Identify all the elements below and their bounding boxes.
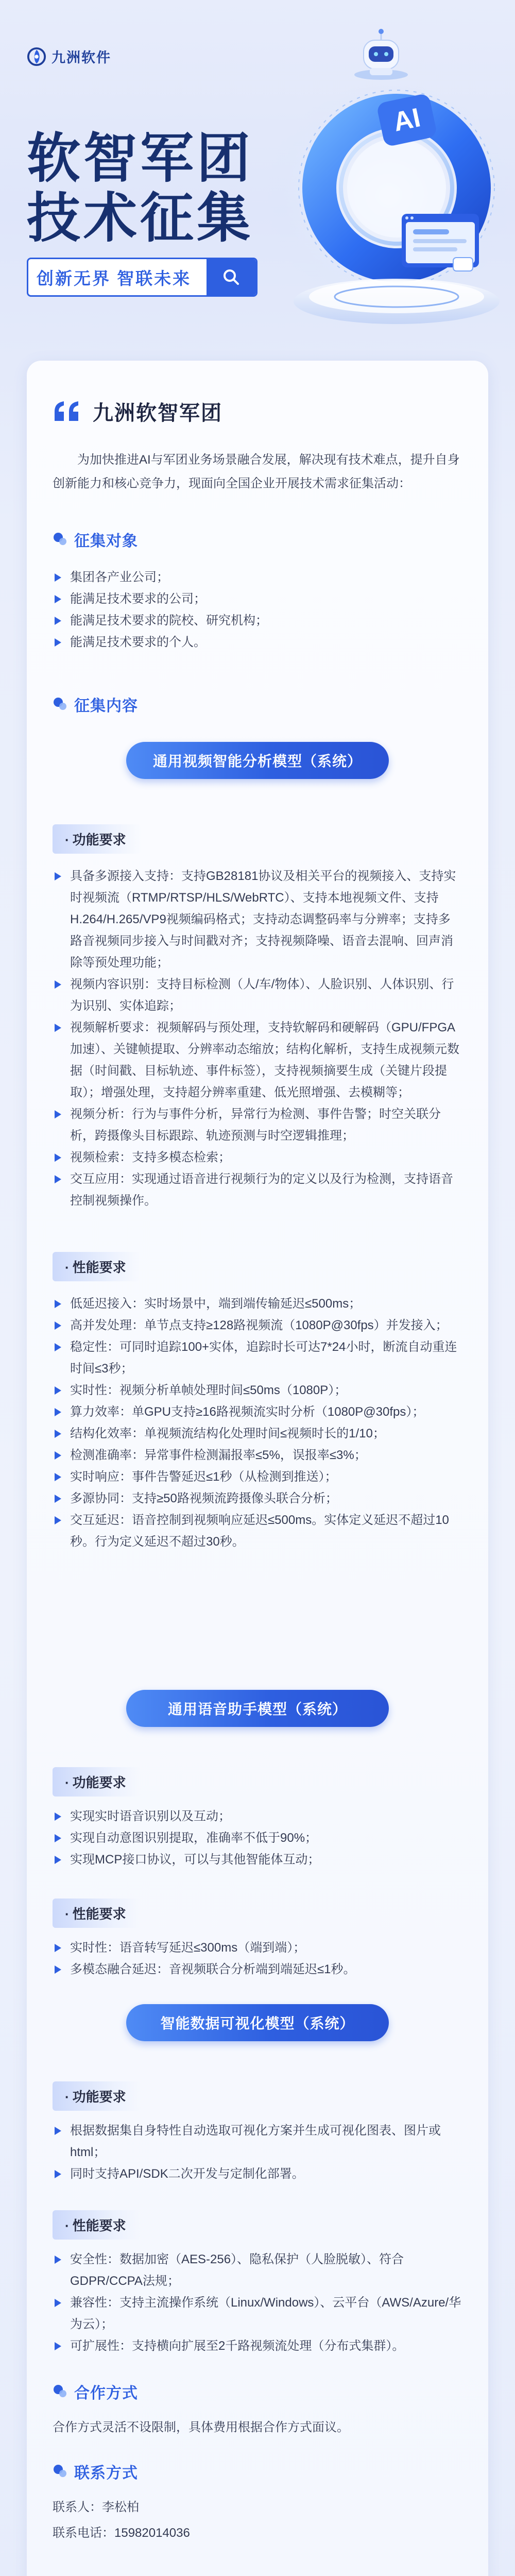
list-item: 实现自动意图识别提取，准确率不低于90%； bbox=[53, 1827, 462, 1849]
coop-text: 合作方式灵活不设限制，具体费用根据合作方式面议。 bbox=[53, 2420, 349, 2434]
search-icon bbox=[221, 267, 242, 287]
video-func-heading-wrap bbox=[53, 824, 462, 854]
list-item: 实时性：视频分析单帧处理时间≤50ms（1080P）； bbox=[53, 1380, 462, 1401]
list-item: 实现实时语音识别以及互动； bbox=[53, 1806, 462, 1827]
voice-perf-heading: · 性能要求 bbox=[53, 1899, 141, 1928]
video-func-heading: · 功能要求 bbox=[53, 824, 141, 854]
list-item: 高并发处理：单节点支持≥128路视频流（1080P@30fps）并发接入； bbox=[53, 1315, 462, 1336]
viz-func-heading: · 功能要求 bbox=[53, 2081, 141, 2111]
section-bullet-icon bbox=[53, 2464, 68, 2479]
list-item: 实时响应：事件告警延迟≤1秒（从检测到推送）； bbox=[53, 1466, 462, 1488]
slogan-search-bar[interactable] bbox=[27, 258, 258, 297]
quote-icon bbox=[53, 400, 81, 423]
section-contact-heading bbox=[53, 2460, 462, 2483]
hero-title-line1: 软智军团 bbox=[27, 129, 254, 189]
search-button[interactable] bbox=[207, 259, 256, 295]
hero-title bbox=[27, 129, 253, 248]
section-target-heading bbox=[53, 528, 462, 551]
list-item: 视频检索：支持多模态检索； bbox=[53, 1147, 462, 1168]
hero-title-line2: 技术征集 bbox=[27, 189, 254, 248]
brand-name: 九洲软件 bbox=[52, 50, 111, 65]
section-target-label: 征集对象 bbox=[74, 533, 138, 550]
ai-badge-text: AI bbox=[390, 103, 423, 138]
content-card bbox=[27, 361, 488, 2576]
list-item: 交互应用：实现通过语音进行视频行为的定义以及行为检测，支持语音控制视频操作。 bbox=[53, 1168, 462, 1212]
video-perf-list bbox=[53, 1293, 462, 1553]
list-item: 同时支持API/SDK二次开发与定制化部署。 bbox=[53, 2163, 462, 2185]
list-item: 交互延迟：语音控制到视频响应延迟≤500ms。实体定义延迟不超过10秒。行为定义延迟不超过30秒。 bbox=[53, 1510, 462, 1553]
list-item: 能满足技术要求的院校、研究机构； bbox=[53, 610, 462, 632]
video-model-title: 通用视频智能分析模型（系统） bbox=[126, 742, 389, 779]
viz-perf-heading: · 性能要求 bbox=[53, 2210, 141, 2240]
list-item: 多源协同：支持≥50路视频流跨摄像头联合分析； bbox=[53, 1488, 462, 1510]
list-item: 视频解析要求：视频解码与预处理，支持软解码和硬解码（GPU/FPGA加速）、关键帧提取、分辨率动态缩放；结构化解析，支持生成视频元数据（时间戳、目标轨迹、事件标签），支持视频摘要生成（关键片段提取）；增强处理，支持超分辨率重建、低光照增强、去模糊等； bbox=[53, 1017, 462, 1104]
voice-perf-heading-wrap bbox=[53, 1899, 462, 1928]
list-item: 安全性：数据加密（AES-256）、隐私保护（人脸脱敏）、符合GDPR/CCPA法规； bbox=[53, 2249, 462, 2292]
list-item: 集团各产业公司； bbox=[53, 567, 462, 588]
list-item: 结构化效率：单视频流结构化处理时间≤视频时长的1/10； bbox=[53, 1423, 462, 1445]
section-bullet-icon bbox=[53, 532, 68, 547]
section-bullet-icon bbox=[53, 2384, 68, 2399]
hero-banner bbox=[0, 0, 515, 361]
list-item: 视频内容识别：支持目标检测（人/车/物体）、人脸识别、人体识别、行为识别、实体追踪； bbox=[53, 974, 462, 1017]
robot-illustration bbox=[354, 29, 408, 80]
list-item: 根据数据集自身特性自动选取可视化方案并生成可视化图表、图片或html； bbox=[53, 2120, 462, 2163]
section-content-label: 征集内容 bbox=[74, 698, 138, 715]
video-perf-heading-wrap bbox=[53, 1252, 462, 1281]
jiuzhou-logo-icon bbox=[27, 47, 46, 66]
intro-paragraph: 为加快推进AI与军团业务场景融合发展，解决现有技术难点，提升自身创新能力和核心竞争力，现面向全国企业开展技术需求征集活动： bbox=[53, 453, 460, 490]
target-list bbox=[53, 567, 462, 653]
voice-func-heading-wrap bbox=[53, 1767, 462, 1797]
list-item: 具备多源接入支持：支持GB28181协议及相关平台的视频接入、支持实时视频流（RTMP/RTSP/HLS/WebRTC）、支持本地视频文件、支持H.264/H.265/VP9视频编码格式；支持动态调整码率与分辨率；支持多路音视频同步接入与时间戳对齐；支持视频降噪、语音去混响、回声消除等预处理功能； bbox=[53, 866, 462, 974]
voice-func-heading: · 功能要求 bbox=[53, 1767, 141, 1797]
card-header bbox=[53, 397, 462, 426]
list-item: 可扩展性：支持横向扩展至2千路视频流处理（分布式集群）。 bbox=[53, 2335, 462, 2357]
viz-perf-list bbox=[53, 2249, 462, 2357]
list-item: 检测准确率：异常事件检测漏报率≤5%，误报率≤3%； bbox=[53, 1445, 462, 1466]
section-coop-label: 合作方式 bbox=[74, 2385, 138, 2402]
video-func-list bbox=[53, 866, 462, 1212]
list-item: 稳定性：可同时追踪100+实体，追踪时长可达7*24小时，断流自动重连时间≤3秒； bbox=[53, 1336, 462, 1380]
section-content-heading bbox=[53, 693, 462, 716]
voice-model-title: 通用语音助手模型（系统） bbox=[126, 1690, 389, 1727]
viz-model-title: 智能数据可视化模型（系统） bbox=[126, 2004, 389, 2041]
voice-perf-list bbox=[53, 1937, 462, 1980]
screen-illustration bbox=[402, 214, 479, 271]
contact-person: 联系人：李松柏 bbox=[53, 2500, 139, 2514]
list-item: 能满足技术要求的个人。 bbox=[53, 632, 462, 653]
viz-func-list bbox=[53, 2120, 462, 2185]
card-title: 九洲软智军团 bbox=[93, 402, 222, 425]
section-bullet-icon bbox=[53, 697, 68, 712]
section-contact-label: 联系方式 bbox=[74, 2465, 138, 2482]
brand-logo bbox=[27, 46, 111, 66]
video-perf-heading: · 性能要求 bbox=[53, 1252, 141, 1281]
list-item: 实现MCP接口协议，可以与其他智能体互动； bbox=[53, 1849, 462, 1871]
list-item: 算力效率：单GPU支持≥16路视频流实时分析（1080P@30fps）； bbox=[53, 1401, 462, 1423]
list-item: 能满足技术要求的公司； bbox=[53, 588, 462, 610]
list-item: 兼容性：支持主流操作系统（Linux/Windows）、云平台（AWS/Azure/华为云）； bbox=[53, 2292, 462, 2335]
list-item: 低延迟接入：实时场景中，端到端传输延迟≤500ms； bbox=[53, 1293, 462, 1315]
list-item: 视频分析：行为与事件分析，异常行为检测、事件告警；时空关联分析，跨摄像头目标跟踪、轨迹预测与时空逻辑推理； bbox=[53, 1104, 462, 1147]
list-item: 多模态融合延迟：音视频联合分析端到端延迟≤1秒。 bbox=[53, 1959, 462, 1980]
voice-func-list bbox=[53, 1806, 462, 1871]
slogan-text: 创新无界 智联未来 bbox=[37, 268, 192, 288]
list-item: 实时性：语音转写延迟≤300ms（端到端）； bbox=[53, 1937, 462, 1959]
section-coop-heading bbox=[53, 2380, 462, 2403]
ai-ring-illustration bbox=[268, 10, 510, 340]
viz-func-heading-wrap bbox=[53, 2081, 462, 2111]
viz-perf-heading-wrap bbox=[53, 2210, 462, 2240]
contact-phone: 联系电话：15982014036 bbox=[53, 2526, 190, 2540]
